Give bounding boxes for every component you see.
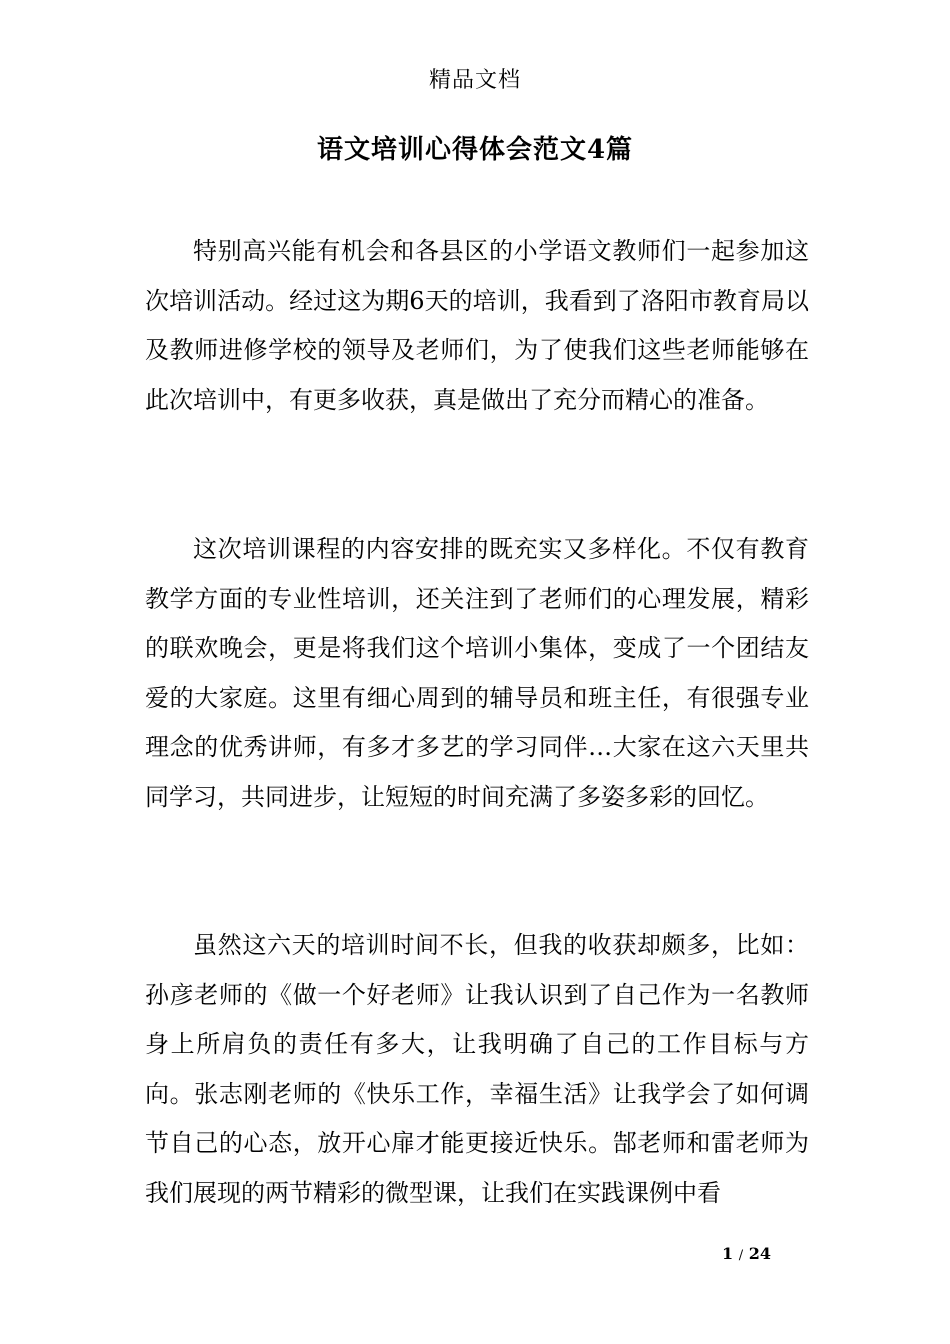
page-number-total: 24 <box>748 1244 771 1263</box>
page-number-current: 1 <box>722 1244 734 1263</box>
body-paragraph-1: 特别高兴能有机会和各县区的小学语文教师们一起参加这次培训活动。经过这为期6天的培训，我看到了洛阳市教育局以及教师进修学校的领导及老师们，为了使我们这些老师能够在此次培训中，有更多收获，真是做出了充分而精心的准备。 <box>145 237 809 414</box>
page-number <box>722 1243 802 1267</box>
page-header: 精品文档 <box>428 68 521 93</box>
body-paragraph-2: 这次培训课程的内容安排的既充实又多样化。不仅有教育教学方面的专业性培训，还关注到了老师们的心理发展，精彩的联欢晚会，更是将我们这个培训小集体，变成了一个团结友爱的大家庭。这里有细心周到的辅导员和班主任，有很强专业理念的优秀讲师，有多才多艺的学习同伴…大家在这六天里共同学习，共同进步，让短短的时间充满了多姿多彩的回忆。 <box>145 535 809 811</box>
page-number-separator: / <box>738 1248 744 1263</box>
document-title: 语文培训心得体会范文4篇 <box>316 135 634 165</box>
body-paragraph-3: 虽然这六天的培训时间不长，但我的收获却颇多，比如：孙彦老师的《做一个好老师》让我认识到了自己作为一名教师身上所肩负的责任有多大，让我明确了自己的工作目标与方向。张志刚老师的《快乐工作，幸福生活》让我学会了如何调节自己的心态，放开心扉才能更接近快乐。郜老师和雷老师为我们展现的两节精彩的微型课，让我们在实践课例中看 <box>145 931 809 1207</box>
